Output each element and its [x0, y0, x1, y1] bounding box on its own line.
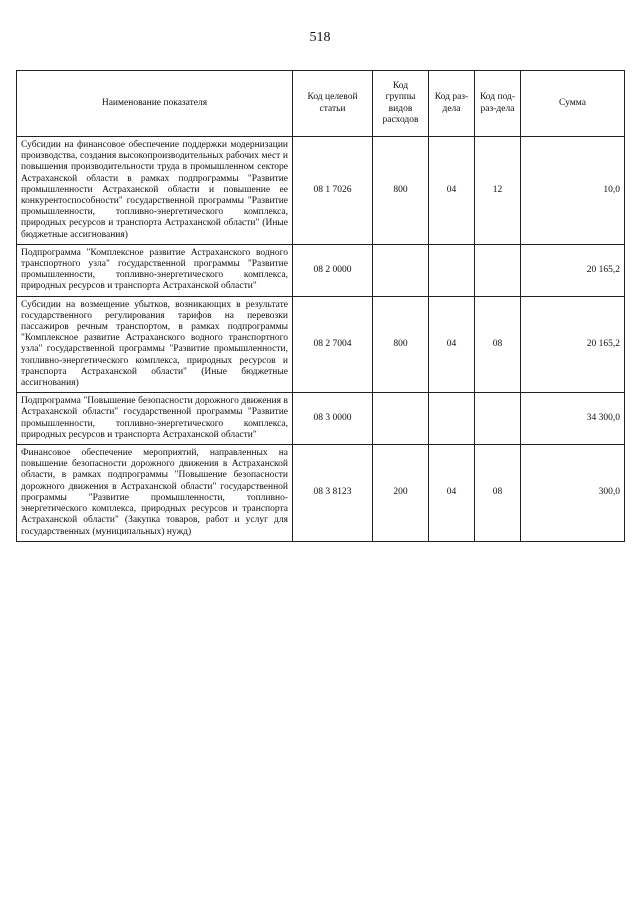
- row-expense-group: 800: [373, 137, 429, 245]
- row-subsection: 08: [475, 296, 521, 393]
- table-row: [17, 393, 625, 445]
- table-row: [17, 296, 625, 393]
- row-subsection: 08: [475, 445, 521, 542]
- row-amount: 34 300,0: [521, 393, 625, 445]
- row-target-code: 08 2 7004: [293, 296, 373, 393]
- row-target-code: 08 2 0000: [293, 244, 373, 296]
- header-expense-group: Код группы видов расходов: [373, 71, 429, 137]
- row-amount: 10,0: [521, 137, 625, 245]
- budget-table: [16, 70, 625, 542]
- row-amount: 20 165,2: [521, 296, 625, 393]
- row-target-code: 08 3 8123: [293, 445, 373, 542]
- row-expense-group: [373, 393, 429, 445]
- row-section: [429, 244, 475, 296]
- row-amount: 300,0: [521, 445, 625, 542]
- row-target-code: 08 3 0000: [293, 393, 373, 445]
- row-subsection: [475, 393, 521, 445]
- table-row: [17, 137, 625, 245]
- table-row: [17, 445, 625, 542]
- row-name: Субсидии на финансовое обеспечение поддержки модернизации производства, создания высокопроизводительных рабочих мест и повышения производительности труда в промышленном секторе Астраханской области в рамках подпрограммы "Развитие промышленности Астраханской области и повышение ее конкурентоспособности" государственной программы "Развитие промышленности, топливно-энергетического комплекса, природных ресурсов и транспорта Астраханской области" (Иные бюджетные ассигнования): [17, 137, 293, 245]
- row-name: Подпрограмма "Повышение безопасности дорожного движения в Астраханской области" государственной программы "Развитие промышленности, топливно-энергетического комплекса, природных ресурсов и транспорта Астраханской области": [17, 393, 293, 445]
- row-name: Финансовое обеспечение мероприятий, направленных на повышение безопасности дорожного движения в Астраханской области, в рамках подпрограммы "Повышение безопасности дорожного движения в Астраханской области" государственной программы "Развитие промышленности, топливно-энергетического комплекса, природных ресурсов и транспорта Астраханской области" (Закупка товаров, работ и услуг для государственных (муниципальных) нужд): [17, 445, 293, 542]
- row-subsection: 12: [475, 137, 521, 245]
- row-target-code: 08 1 7026: [293, 137, 373, 245]
- row-section: 04: [429, 296, 475, 393]
- row-amount: 20 165,2: [521, 244, 625, 296]
- header-section: Код раз-дела: [429, 71, 475, 137]
- row-name: Субсидии на возмещение убытков, возникающих в результате государственного регулирования тарифов на перевозки пассажиров речным транспортом, в рамках подпрограммы "Комплексное развитие Астраханского водного транспортного узла" государственной программы "Развитие промышленности, топливно-энергетического комплекса, природных ресурсов и транспорта Астраханской области" (Иные бюджетные ассигнования): [17, 296, 293, 393]
- header-amount: Сумма: [521, 71, 625, 137]
- header-target-code: Код целевой статьи: [293, 71, 373, 137]
- row-section: 04: [429, 445, 475, 542]
- row-section: [429, 393, 475, 445]
- row-expense-group: 800: [373, 296, 429, 393]
- table-row: [17, 244, 625, 296]
- row-subsection: [475, 244, 521, 296]
- row-expense-group: [373, 244, 429, 296]
- header-name: Наименование показателя: [17, 71, 293, 137]
- row-name: Подпрограмма "Комплексное развитие Астраханского водного транспортного узла" государственной программы "Развитие промышленности, топливно-энергетического комплекса, природных ресурсов и транспорта Астраханской области": [17, 244, 293, 296]
- row-section: 04: [429, 137, 475, 245]
- page-number: 518: [309, 30, 331, 45]
- table-header: [17, 71, 625, 137]
- header-subsection: Код под-раз-дела: [475, 71, 521, 137]
- row-expense-group: 200: [373, 445, 429, 542]
